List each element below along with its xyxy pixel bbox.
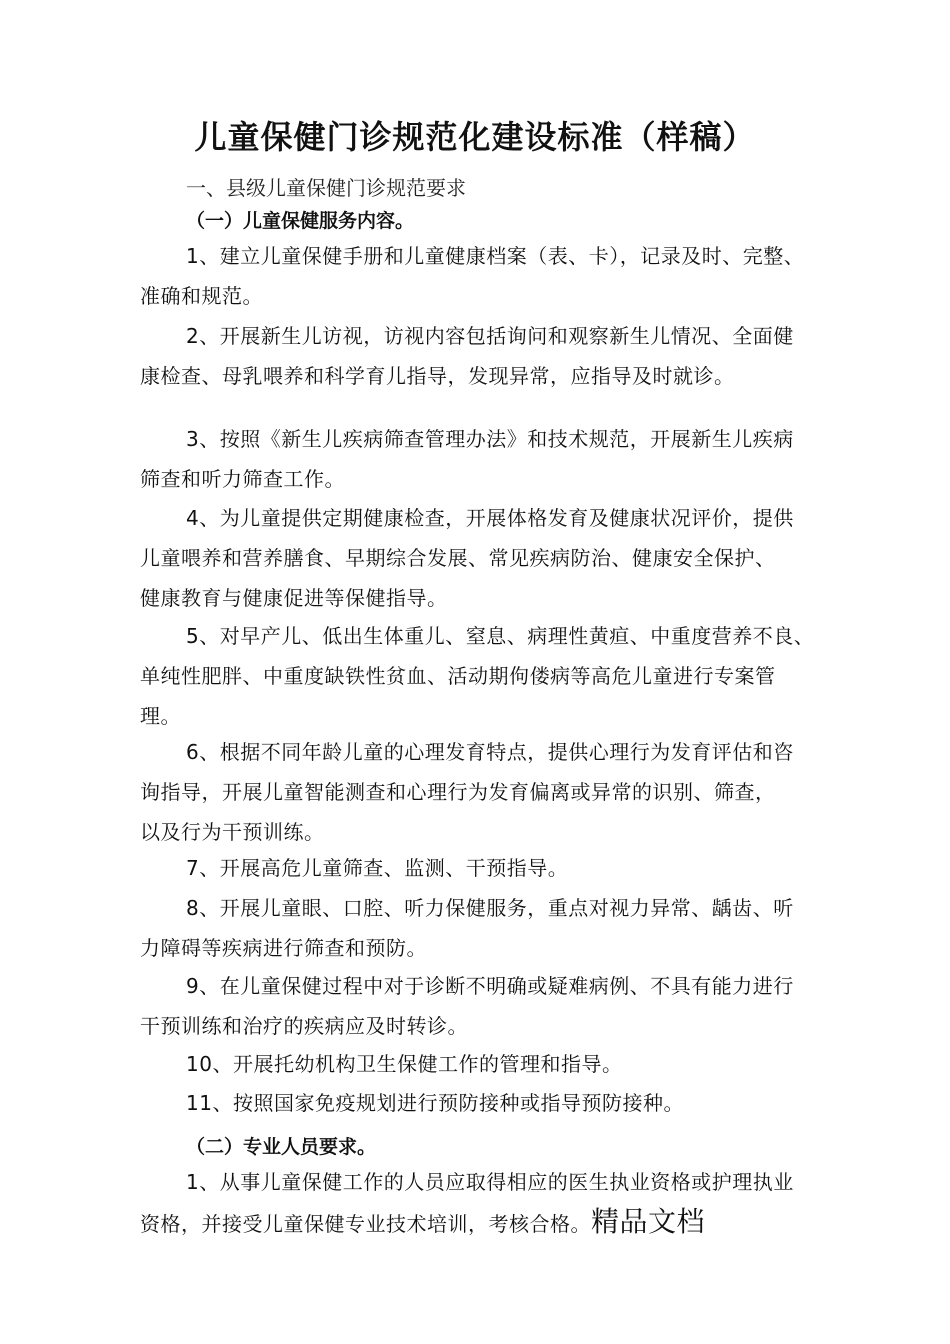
section-heading-1: 一、县级儿童保健门诊规范要求	[186, 176, 466, 200]
item-7	[140, 848, 840, 888]
item-line: 力障碍等疾病进行筛查和预防。	[140, 936, 427, 960]
item-2	[140, 316, 840, 396]
item-line: 11、按照国家免疫规划进行预防接种或指导预防接种。	[186, 1091, 684, 1115]
item-line: 询指导，开展儿童智能测查和心理行为发育偏离或异常的识别、筛查，	[140, 780, 776, 804]
item-9	[140, 966, 840, 1046]
item-line: 儿童喂养和营养膳食、早期综合发展、常见疾病防治、健康安全保护、	[140, 546, 776, 570]
item-line: 2、开展新生儿访视，访视内容包括询问和观察新生儿情况、全面健	[186, 324, 794, 348]
item-line-text: 资格，并接受儿童保健专业技术培训，考核合格。	[140, 1212, 591, 1236]
item-line: 准确和规范。	[140, 284, 263, 308]
watermark-text: 精品文档	[591, 1205, 706, 1238]
staff-item-1	[140, 1162, 840, 1244]
item-line: 10、开展托幼机构卫生保健工作的管理和指导。	[186, 1052, 623, 1076]
item-3	[140, 419, 840, 499]
item-line: 8、开展儿童眼、口腔、听力保健服务，重点对视力异常、龋齿、听	[186, 896, 794, 920]
item-line: 6、根据不同年龄儿童的心理发育特点，提供心理行为发育评估和咨	[186, 740, 794, 764]
item-line: 4、为儿童提供定期健康检查，开展体格发育及健康状况评价，提供	[186, 506, 794, 530]
item-line: 9、在儿童保健过程中对于诊断不明确或疑难病例、不具有能力进行	[186, 974, 794, 998]
item-11	[140, 1083, 840, 1123]
subsection-heading-2: （二）专业人员要求。	[186, 1136, 377, 1158]
item-line: 健康教育与健康促进等保健指导。	[140, 586, 448, 610]
item-line: 筛查和听力筛查工作。	[140, 467, 345, 491]
item-6	[140, 732, 840, 852]
item-line: 5、对早产儿、低出生体重儿、窒息、病理性黄疸、中重度营养不良、	[186, 624, 815, 648]
item-1	[140, 236, 840, 316]
item-line: 1、建立儿童保健手册和儿童健康档案（表、卡），记录及时、完整、	[186, 244, 805, 268]
item-10	[140, 1044, 840, 1084]
item-line	[140, 1202, 840, 1244]
item-line: 单纯性肥胖、中重度缺铁性贫血、活动期佝偻病等高危儿童进行专案管	[140, 664, 776, 688]
item-5	[140, 616, 840, 736]
item-line: 7、开展高危儿童筛查、监测、干预指导。	[186, 856, 569, 880]
item-line: 1、从事儿童保健工作的人员应取得相应的医生执业资格或护理执业	[186, 1170, 794, 1194]
item-line: 干预训练和治疗的疾病应及时转诊。	[140, 1014, 468, 1038]
item-line: 理。	[140, 704, 181, 728]
item-8	[140, 888, 840, 968]
item-4	[140, 498, 840, 618]
subsection-heading-1: （一）儿童保健服务内容。	[186, 210, 415, 232]
document-title: 儿童保健门诊规范化建设标准（样稿）	[194, 118, 756, 156]
item-line: 以及行为干预训练。	[140, 820, 325, 844]
item-line: 康检查、母乳喂养和科学育儿指导，发现异常，应指导及时就诊。	[140, 364, 735, 388]
item-line: 3、按照《新生儿疾病筛查管理办法》和技术规范，开展新生儿疾病	[186, 427, 794, 451]
